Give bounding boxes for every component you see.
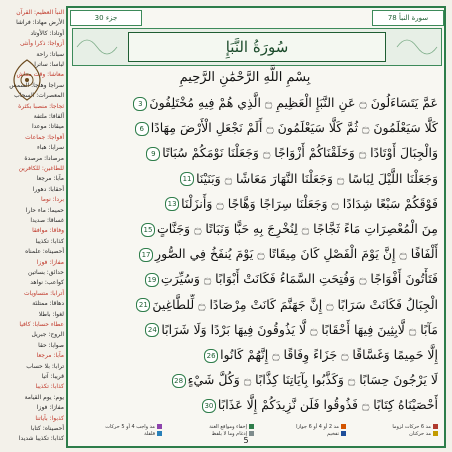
ayah-number-marker: 9 <box>146 147 160 161</box>
verse-line <box>74 369 438 391</box>
margin-note: مفازا: فوزا <box>36 258 64 266</box>
legend-item <box>409 431 438 438</box>
verse-line <box>74 394 438 416</box>
ayah-number-marker: 13 <box>165 197 179 211</box>
verse-text: فَتَأْتُونَ أَفْوَاجًا ۝ وَفُتِحَتِ السَّمَاءُ فَكَانَتْ أَبْوَابًا ۝ وَسُيِّرَتِ <box>160 271 438 287</box>
juz-box <box>70 10 142 26</box>
juz-number: 30 <box>94 14 104 22</box>
page-number: 5 <box>243 436 249 445</box>
ayah-number-marker: 30 <box>202 399 216 413</box>
verse-line <box>74 243 438 265</box>
verse-line <box>74 294 438 316</box>
legend-label: تفخيم <box>327 431 339 437</box>
verse-line <box>74 193 438 215</box>
ayah-number-marker: 6 <box>135 122 149 136</box>
legend-swatch <box>341 431 346 436</box>
legend-label: إخفاء ومواقع الغنة <box>209 424 247 430</box>
margin-note: مآبا: مرجعا <box>36 175 64 183</box>
margin-note: كذابا: تكذيبا <box>35 383 64 391</box>
verse-line <box>74 344 438 366</box>
legend-label: مد 2 أو 4 أو 6 جوازا <box>296 424 339 430</box>
margin-note: ثجاجا: منصبا بكثرة <box>18 102 64 110</box>
verse-line <box>74 142 438 164</box>
margin-note: عطاء حسابا: كافيا <box>19 321 64 328</box>
ayah-number-marker: 17 <box>139 248 153 262</box>
verse-text: أَحْصَيْنَاهُ كِتَابًا ۝ فَذُوقُوا فَلَن نَّزِيدَكُمْ إِلَّا عَذَابًا <box>217 397 438 413</box>
ornament-icon <box>12 58 42 102</box>
legend-swatch <box>249 424 254 429</box>
verse-text: لَا يَرْجُونَ حِسَابًا ۝ وَكَذَّبُوا بِآيَاتِنَا كِذَّابًا ۝ وَكُلَّ شَيْءٍ <box>187 372 438 388</box>
verse-line <box>74 92 438 114</box>
verse-text: وَالْجِبَالَ أَوْتَادًا ۝ وَخَلَقْنَاكُمْ أَزْوَاجًا ۝ وَجَعَلْنَا نَوْمَكُمْ سُبَاتًا <box>162 145 438 161</box>
legend-label: مد واجب 4 أو 5 حركات <box>105 424 155 430</box>
margin-note: الأرض مهادا: فراشا <box>16 19 64 27</box>
ayah-number-marker: 24 <box>145 323 159 337</box>
verse-text: أَلْفَافًا ۝ إِنَّ يَوْمَ الْفَصْلِ كَانَ مِيقَاتًا ۝ يَوْمَ يُنفَخُ فِي الصُّورِ <box>155 246 438 262</box>
legend-label: مد حركتان <box>409 431 431 437</box>
verse-line <box>74 268 438 290</box>
basmala: بِسْمِ اللَّهِ الرَّحْمَٰنِ الرَّحِيمِ <box>179 70 311 85</box>
ayah-number-marker: 11 <box>180 172 194 186</box>
legend-swatch <box>433 431 438 436</box>
margin-note: أترابا: متساويات <box>24 289 64 297</box>
verse-line <box>74 117 438 139</box>
surah-title: سُورَةُ النَّبَإِ <box>128 32 386 62</box>
margin-note: أحصيناه: كتابا <box>30 425 64 432</box>
margin-note: يوم: يوم القيامة <box>24 393 64 401</box>
verse-line <box>74 218 438 240</box>
margin-note: بردا: نوما <box>40 196 64 204</box>
header-page-number: 78 <box>387 14 397 22</box>
margin-note: لغوا: باطلا <box>38 310 64 318</box>
margin-note: قريبا: آتيا <box>41 373 64 380</box>
verse-line <box>74 319 438 341</box>
ayah-number-marker: 26 <box>204 349 218 363</box>
margin-note: ترابا: بلا حساب <box>26 362 64 370</box>
margin-note: حميما: ماء حارا <box>25 206 64 214</box>
margin-note: غساقا: صديدا <box>30 217 64 224</box>
margin-note: حدائق: بساتين <box>27 269 64 276</box>
margin-note: كواعب: نواهد <box>30 279 64 287</box>
legend-swatch <box>433 424 438 429</box>
legend-item <box>209 424 254 431</box>
surah-header-label: سورة النبأ <box>398 14 429 22</box>
margin-note: ميقاتا: موعدا <box>31 123 64 131</box>
margin-note: صوابا: حقا <box>38 341 64 349</box>
verse-lines <box>74 92 438 422</box>
legend-swatch <box>341 424 346 429</box>
margin-note: كذبوا: بآياتنا <box>35 414 64 422</box>
legend-item <box>327 431 346 438</box>
verse-text: كَلَّا سَيَعْلَمُونَ ۝ ثُمَّ كَلَّا سَيَعْلَمُونَ ۝ أَلَمْ نَجْعَلِ الْأَرْضَ مِهَادًا <box>150 120 438 136</box>
legend-item <box>105 424 162 431</box>
verse-text: عَمَّ يَتَسَاءَلُونَ ۝ عَنِ النَّبَإِ الْعَظِيمِ ۝ الَّذِي هُمْ فِيهِ مُخْتَلِفُونَ <box>149 95 438 110</box>
verse-text: مَآبًا ۝ لَّابِثِينَ فِيهَا أَحْقَابًا ۝ لَّا يَذُوقُونَ فِيهَا بَرْدًا وَلَا شَرَابًا <box>161 321 438 337</box>
ayah-number-marker: 28 <box>172 374 186 388</box>
verse-line <box>74 168 438 190</box>
margin-note: أحقابا: دهورا <box>32 185 64 193</box>
margin-note: مرصادا: مرصدة <box>24 154 64 162</box>
margin-note: سرابا: هباء <box>36 144 64 152</box>
legend-item <box>144 431 162 438</box>
margin-note: الروح: جبريل <box>31 331 64 339</box>
surah-box <box>372 10 444 26</box>
page-header <box>70 10 442 26</box>
margin-note: سراجا وهاجا: الشمس <box>9 81 64 89</box>
margin-note: دهاقا: ممتلئة <box>32 300 64 308</box>
tajweed-legend <box>74 424 438 438</box>
verse-text: الْجِبَالُ فَكَانَتْ سَرَابًا ۝ إِنَّ جَهَنَّمَ كَانَتْ مِرْصَادًا ۝ لِّلطَّاغِينَ <box>152 296 438 312</box>
verse-text: فَوْقَكُمْ سَبْعًا شِدَادًا ۝ وَجَعَلْنَا سِرَاجًا وَهَّاجًا ۝ وَأَنزَلْنَا <box>181 195 438 211</box>
margin-note: ألفافا: ملتفة <box>33 113 64 120</box>
margin-note: مفازا: فوزا <box>36 404 64 412</box>
juz-label: جزء <box>105 14 118 22</box>
legend-item <box>296 424 346 431</box>
legend-label: قلقلة <box>144 431 155 437</box>
verse-text: إِلَّا حَمِيمًا وَغَسَّاقًا ۝ جَزَاءً وِفَاقًا ۝ إِنَّهُمْ كَانُوا <box>220 347 438 362</box>
margin-note: أوتادا: كالأوتاد <box>30 29 64 37</box>
margin-note: أحصيناه: علمناه <box>25 248 64 256</box>
margin-note: مآبا: مرجعا <box>36 352 64 360</box>
ayah-number-marker: 15 <box>141 223 155 237</box>
margin-note: وفاقا: موافقا <box>32 227 64 235</box>
legend-label: إدغام وما لا يلفظ <box>211 431 247 437</box>
legend-label: مد 6 حركات لزوما <box>392 424 431 430</box>
margin-note: سباتا: راحة <box>36 50 64 58</box>
margin-note: كذابا: تكذيبا <box>35 237 64 245</box>
margin-note: كذابا: تكذيبا شديدا <box>18 435 64 443</box>
margin-note: للطاغين: للكافرين <box>18 165 64 172</box>
verse-text: وَجَعَلْنَا اللَّيْلَ لِبَاسًا ۝ وَجَعَلْنَا النَّهَارَ مَعَاشًا ۝ وَبَنَيْنَا <box>196 170 438 186</box>
margin-note: المعصرات: السحاب <box>14 92 64 100</box>
margin-note: معاشا: وقت معاش <box>16 71 64 79</box>
legend-swatch <box>157 424 162 429</box>
legend-swatch <box>157 431 162 436</box>
ayah-number-marker: 19 <box>145 273 159 287</box>
margin-note: أزواجا: ذكرا وأنثى <box>19 40 64 48</box>
margin-note: أفواجا: جماعات <box>25 133 64 141</box>
verse-text: مِنَ الْمُعْصِرَاتِ مَاءً ثَجَّاجًا ۝ لِنُخْرِجَ بِهِ حَبًّا وَنَبَاتًا ۝ وَجَنَّاتٍ <box>156 221 438 236</box>
margin-note: لباسا: ساترا <box>34 61 64 68</box>
ayah-number-marker: 21 <box>136 298 150 312</box>
legend-item <box>392 424 438 431</box>
ayah-number-marker: 3 <box>133 97 147 111</box>
margin-note: النبأ العظيم: القرآن <box>16 9 64 16</box>
